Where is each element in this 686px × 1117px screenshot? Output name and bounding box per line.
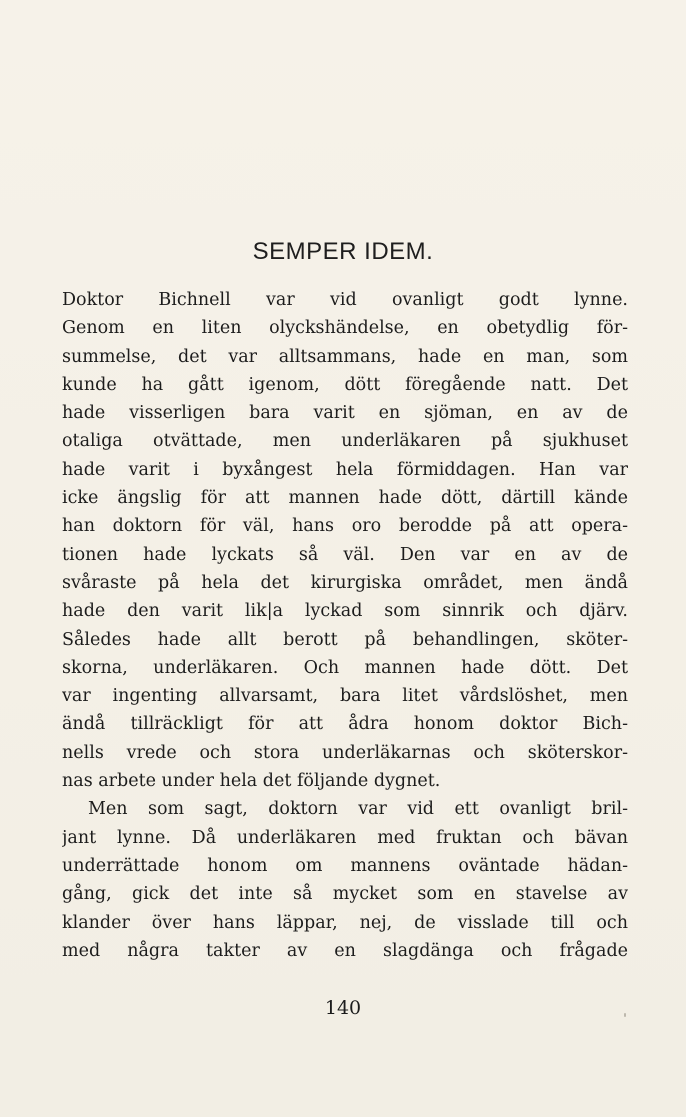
text-line: Genom en liten olyckshändelse, en obetydlig för-: [62, 318, 628, 339]
text-line: Således hade allt berott på behandlingen, sköter-: [62, 629, 628, 650]
text-line: gång, gick det inte så mycket som en stavelse av: [62, 884, 628, 905]
text-line: summelse, det var alltsammans, hade en man, som: [62, 346, 628, 367]
text-line: Men som sagt, doktorn var vid ett ovanligt bril-: [88, 799, 628, 820]
text-line: jant lynne. Då underläkaren med fruktan och bävan: [62, 827, 628, 848]
text-line: svåraste på hela det kirurgiska området, men ändå: [62, 572, 628, 593]
text-line: hade varit i byxångest hela förmiddagen. Han var: [62, 459, 628, 480]
text-line: klander över hans läppar, nej, de visslade till och: [62, 912, 628, 933]
text-line: kunde ha gått igenom, dött föregående natt. Det: [62, 374, 628, 395]
chapter-title: SEMPER IDEM.: [252, 238, 434, 265]
text-line: nas arbete under hela det följande dygnet.: [62, 771, 441, 792]
text-line: underrättade honom om mannens oväntade hädan-: [62, 855, 628, 876]
text-line: hade den varit lik|a lyckad som sinnrik och djärv.: [62, 601, 628, 622]
text-line: med några takter av en slagdänga och frågade: [62, 940, 628, 961]
text-line: Doktor Bichnell var vid ovanligt godt lynne.: [62, 290, 628, 310]
text-line: tionen hade lyckats så väl. Den var en av de: [62, 544, 628, 565]
paper-speck: [624, 1013, 626, 1017]
text-line: var ingenting allvarsamt, bara litet vårdslöshet, men: [62, 686, 628, 707]
text-line: ändå tillräckligt för att ådra honom doktor Bich-: [62, 714, 628, 735]
body-text: [62, 286, 628, 965]
text-line: skorna, underläkaren. Och mannen hade dött. Det: [62, 657, 628, 678]
text-line: hade visserligen bara varit en sjöman, en av de: [62, 403, 628, 424]
text-line: nells vrede och stora underläkarnas och sköterskor-: [62, 742, 628, 763]
page-number: 140: [324, 997, 362, 1019]
text-line: otaliga otvättade, men underläkaren på sjukhuset: [62, 431, 628, 452]
text-line: han doktorn för väl, hans oro berodde på att opera-: [62, 516, 628, 537]
text-line: icke ängslig för att mannen hade dött, därtill kände: [62, 488, 628, 509]
